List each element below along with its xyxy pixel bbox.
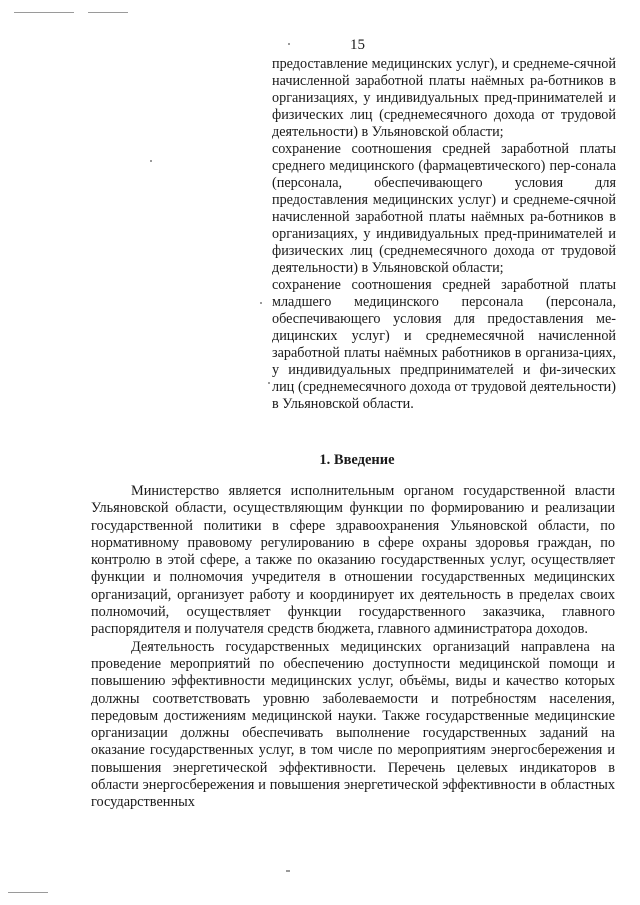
body-paragraph: Министерство является исполнительным органом государственной власти Ульяновской области, осуществляющим функции по формированию и реализации государственной политики в сфере здравоохранения Ульяновской области, по нормативному правовому регулированию в сфере охраны здоровья граждан, по контролю в этой сфере, а также по оказанию государственных услуг, осуществляет функции и полномочия учредителя в отношении государственных медицинских организаций, организует работу и координирует их деятельность в пределах своих полномочий, осуществляет функции государственного заказчика, главного распорядителя и получателя средств бюджета, главного администратора доходов. (91, 483, 615, 638)
scan-speck (268, 382, 270, 384)
goals-list (272, 56, 616, 413)
goal-item: сохранение соотношения средней заработной платы младшего медицинского персонала (персонала, обеспечивающего условия для предоставления ме-дицинских услуг) и среднемесячной начисленной заработной платы наёмных работников в организа-циях, у индивидуальных предпринимателей и фи-зических лиц (среднемесячного дохода от трудовой деятельности) в Ульяновской области. (272, 277, 616, 412)
scan-speck (88, 12, 128, 13)
scan-speck (150, 160, 152, 162)
scan-speck (8, 892, 48, 893)
page-number: 15 (350, 37, 365, 53)
scan-speck (288, 43, 290, 45)
goal-item: сохранение соотношения средней заработной платы среднего медицинского (фармацевтического) пер-сонала (персонала, обеспечивающего условия для предоставления медицинских услуг) и среднеме-сячной начисленной заработной платы наёмных ра-ботников в организациях, у индивидуальных пред-принимателей и физических лиц (среднемесячного дохода от трудовой деятельности) в Ульяновской области; (272, 141, 616, 276)
scan-speck (14, 12, 74, 13)
body-paragraph: Деятельность государственных медицинских организаций направлена на проведение мероприятий по обеспечению доступности медицинской помощи и повышению эффективности медицинских услуг, объёмы, виды и качество которых должны соответствовать уровню заболеваемости и потребностям населения, передовым достижениям медицинской науки. Также государственные медицинские организации должны обеспечивать выполнение государственных заданий на оказание государственных услуг, в том числе по мероприятиям энергосбережения и повышения энергетической эффективности. Перечень целевых индикаторов в области энергосбережения и повышения энергетической эффективности в областных государственных (91, 638, 615, 811)
scan-speck (286, 870, 290, 872)
section-heading: 1. Введение (319, 452, 395, 468)
section-body (91, 483, 615, 812)
goal-item: предоставление медицинских услуг), и среднеме-сячной начисленной заработной платы наёмных ра-ботников в организациях, у индивидуальных пред-принимателей и физических лиц (среднемесячного дохода от трудовой деятельности) в Ульяновской области; (272, 56, 616, 140)
scan-speck (260, 302, 262, 304)
